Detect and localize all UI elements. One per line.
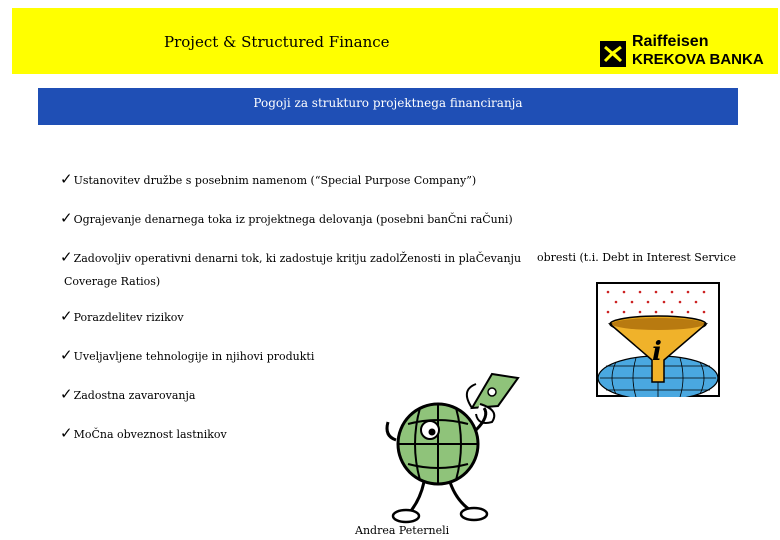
- section-title-bar: [38, 88, 738, 125]
- list-item-text: Ograjevanje denarnega toka iz projektnega delovanja (posebni banČni raČuni): [73, 213, 513, 226]
- logo-text-bottom: KREKOVA BANKA: [632, 51, 764, 68]
- checkmark-icon: ✓: [60, 307, 73, 325]
- bank-logo: [600, 29, 775, 73]
- funnel-info-icon: [596, 282, 720, 397]
- list-item: [60, 385, 195, 403]
- list-item: [60, 170, 476, 188]
- checkmark-icon: ✓: [60, 209, 73, 227]
- list-item-text: Ustanovitev družbe s posebnim namenom (“Special Purpose Company”): [73, 174, 477, 187]
- checkmark-icon: ✓: [60, 170, 73, 188]
- list-item: [60, 307, 184, 325]
- checkmark-icon: ✓: [60, 248, 73, 266]
- list-item: [60, 209, 513, 227]
- list-item-text: Porazdelitev rizikov: [73, 311, 184, 324]
- header-bar: [12, 8, 778, 74]
- list-item: [60, 346, 314, 364]
- list-item-text: Zadostna zavarovanja: [73, 389, 196, 402]
- checkmark-icon: ✓: [60, 424, 73, 442]
- raiffeisen-cross-icon: [600, 41, 626, 67]
- page-title: Project & Structured Finance: [164, 33, 390, 51]
- checkmark-icon: ✓: [60, 385, 73, 403]
- list-item-overflow-text: obresti (t.i. Debt in Interest Service: [537, 251, 737, 264]
- checkmark-icon: ✓: [60, 346, 73, 364]
- author-name: Andrea Peterneli: [355, 524, 450, 537]
- list-item-text: Uveljavljene tehnologije in njihovi produkti: [73, 350, 315, 363]
- list-item: [60, 248, 521, 266]
- logo-text-top: Raiffeisen: [632, 33, 709, 50]
- svg-text:i: i: [652, 337, 662, 367]
- list-item-text: Zadovoljiv operativni denarni tok, ki zadostuje kritju zadolŽenosti in plaČevanju: [73, 252, 522, 265]
- list-item-continuation: Coverage Ratios): [64, 275, 161, 288]
- section-title: Pogoji za strukturo projektnega financiranja: [253, 96, 523, 110]
- list-item: [60, 424, 227, 442]
- list-item-text: MoČna obveznost lastnikov: [73, 428, 227, 441]
- rocket-globe-icon: [380, 370, 530, 530]
